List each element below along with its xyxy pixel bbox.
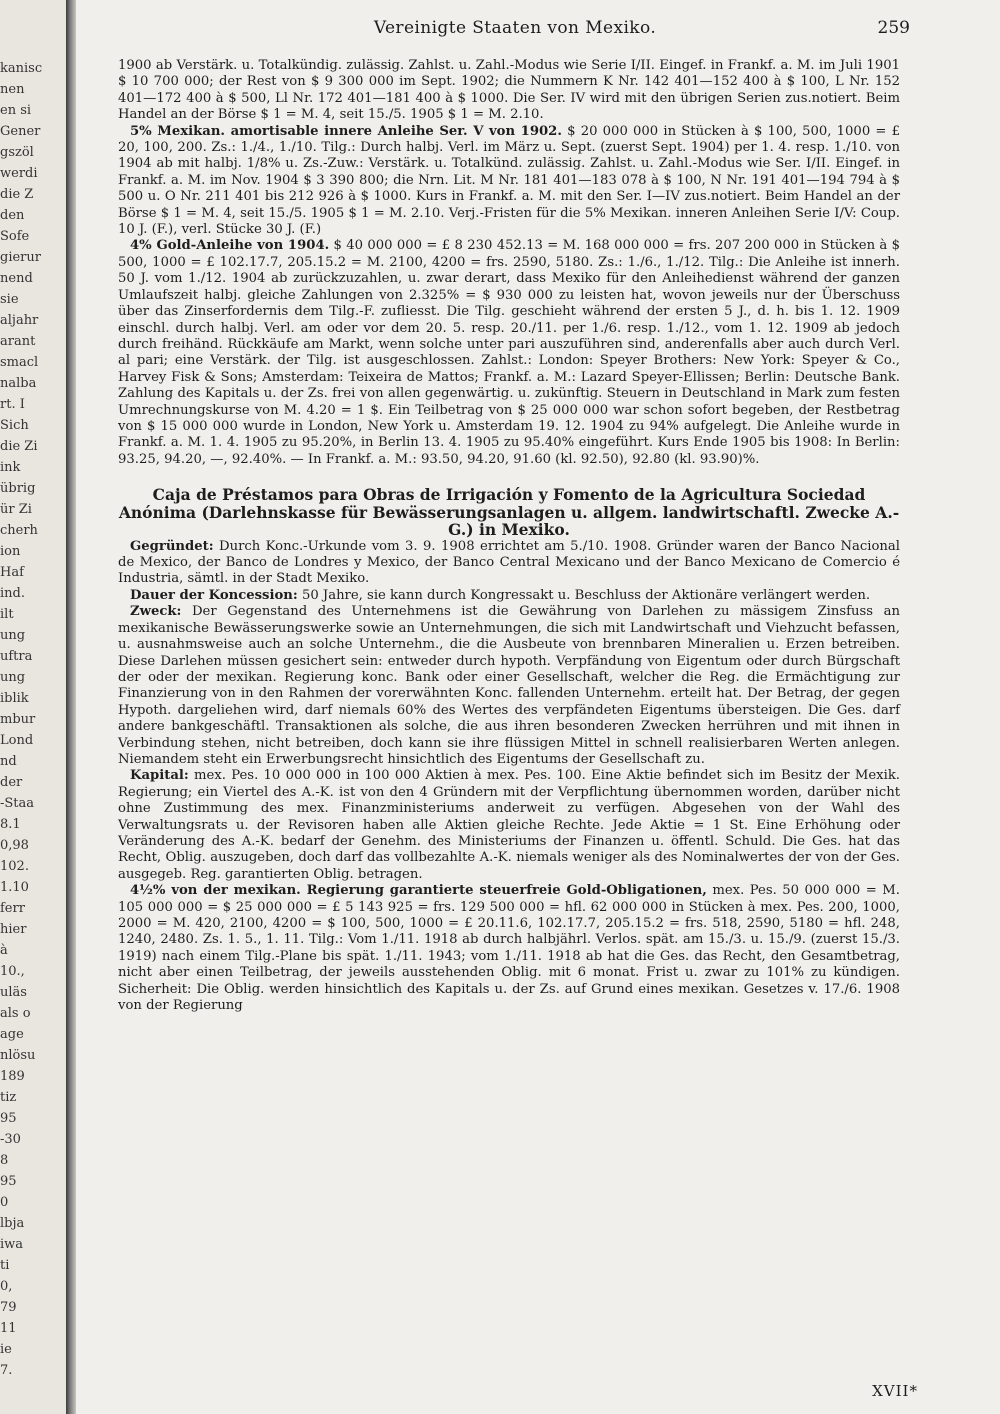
adjacent-page-fragment: Sich bbox=[0, 418, 29, 433]
section-entry bbox=[118, 604, 900, 768]
adjacent-page-fragment: iwa bbox=[0, 1237, 24, 1252]
adjacent-page-fragment: ti bbox=[0, 1258, 10, 1273]
adjacent-page-fragment: Lond bbox=[0, 733, 34, 748]
adjacent-page-fragment: nalba bbox=[0, 376, 37, 391]
adjacent-page-fragment: ie bbox=[0, 1342, 12, 1357]
paragraph: 1900 ab Verstärk. u. Totalkündig. zulässig. Zahlst. u. Zahl.-Modus wie Serie I/II. Eingef. in Frankf. a. M. im Juli 1901 $ 10 700 000; der Rest von $ 9 300 000 im Sept. 1902; die Nummern K Nr. 142 401—152 400 à $ 100, L Nr. 152 401—172 400 à $ 500, Ll Nr. 172 401—181 400 à $ 1000. Die Ser. IV wird mit den übrigen Serien zus.notiert. Beim Handel an der Börse $ 1 = M. 4, seit 15./5. 1905 $ 1 = M. 2.10. bbox=[118, 58, 900, 123]
section-heading: Kapital: bbox=[130, 768, 189, 784]
adjacent-page-fragment: ung bbox=[0, 628, 26, 643]
entry-text: $ 40 000 000 = £ 8 230 452.13 = M. 168 000 000 = frs. 207 200 000 in Stücken à $ 500, 1000 = £ 102.17.7, 205.15.2 = M. 2100, 4200 = frs. 2590, 5180. Zs.: 1./6., 1./12. Tilg.: Die Anleihe ist innerh. 50 J. vom 1./12. 1904 ab zurückzuzahlen, u. zwar derart, dass Mexiko für den Anleihedienst während der ganzen Umlaufszeit halbj. gleiche Zahlungen von 2.325% = $ 930 000 zu leisten hat, wovon jeweils nur der Überschuss über das Zinserfordernis dem Tilg.-F. zufliesst. Die Tilg. geschieht während der ersten 5 J., d. h. bis 1. 12. 1909 einschl. durch halbj. Verl. am oder vor dem 20. 5. resp. 20./11. per 1./6. resp. 1./12., vom 1. 12. 1909 ab jedoch durch freihänd. Rückkäufe am Markt, wenn solche unter pari auszuführen sind, anderenfalls aber auch durch Verl. al pari; eine Verstärk. der Tilg. ist ausgeschlossen. Zahlst.: London: Speyer Brothers: New York: Speyer & Co., Harvey Fisk & Sons; Amsterdam: Teixeira de Mattos; Frankf. a. M.: Lazard Speyer-Ellissen; Berlin: Deutsche Bank. Zahlung des Kapitals u. der Zs. frei von allen gegenwärtig. u. zukünftig. Steuern in Deutschland in Mark zum festen Umrechnungskurse von M. 4.20 = 1 $. Ein Teilbetrag von $ 25 000 000 war schon sofort begeben, der Restbetrag von $ 15 000 000 wurde in London, New York u. Amsterdam 19. 12. 1904 zu 94% aufgelegt. Die Anleihe wurde in Frankf. a. M. 1. 4. 1905 zu 95.20%, in Berlin 13. 4. 1905 zu 95.40% eingeführt. Kurs Ende 1905 bis 1908: In Berlin: 93.25, 94.20, —, 92.40%. — In Frankf. a. M.: 93.50, 94.20, 91.60 (kl. 92.50), 92.80 (kl. 93.90)%. bbox=[118, 238, 900, 467]
bond-heading: 4% Gold-Anleihe von 1904. bbox=[130, 238, 330, 254]
bond-heading: 4½% von der mexikan. Regierung garantierte steuerfreie Gold-Obligationen, bbox=[130, 883, 707, 899]
bond-heading: 5% Mexikan. amortisable innere Anleihe Ser. V von 1902. bbox=[130, 123, 562, 139]
adjacent-page-fragment: übrig bbox=[0, 481, 36, 496]
adjacent-page-fragment: 189 bbox=[0, 1069, 25, 1084]
section-entry bbox=[118, 588, 900, 604]
adjacent-page-fragment: age bbox=[0, 1027, 24, 1042]
entry-text: 50 Jahre, sie kann durch Kongressakt u. Beschluss der Aktionäre verlängert werden. bbox=[297, 587, 871, 603]
adjacent-page-fragment: sie bbox=[0, 292, 19, 307]
adjacent-page-fragment: gierur bbox=[0, 250, 41, 265]
adjacent-page-fragment: ink bbox=[0, 460, 21, 475]
adjacent-page-fragment: ilt bbox=[0, 607, 14, 622]
adjacent-page-fragment: 11 bbox=[0, 1321, 17, 1336]
adjacent-page-fragment: Gener bbox=[0, 124, 41, 139]
entry-text: mex. Pes. 50 000 000 = M. 105 000 000 = $ 25 000 000 = £ 5 143 925 = frs. 129 500 000 = hfl. 62 000 000 in Stücken à mex. Pes. 200, 1000, 2000 = M. 420, 2100, 4200 = $ 100, 500, 1000 = £ 20.11.6, 102.17.7, 205.15.2 = frs. 518, 2590, 5180 = hfl. 248, 1240, 2480. Zs. 1. 5., 1. 11. Tilg.: Vom 1./11. 1918 ab durch halbjährl. Verlos. spät. am 15./3. u. 15./9. (zuerst 15./3. 1919) nach einem Tilg.-Plane bis spät. 1./11. 1943; vom 1./11. 1918 ab hat die Ges. das Recht, den Gesamtbetrag, nicht aber einen Teilbetrag, der jeweils ausstehenden Oblig. mit 6 monat. Frist u. zwar zu 101% zu kündigen. Sicherheit: Die Oblig. werden hinsichtlich des Kapitals u. der Zs. auf Grund eines mexikan. Gesetzes v. 17./6. 1908 von der Regierung bbox=[118, 883, 900, 1014]
adjacent-page-fragment: der bbox=[0, 775, 23, 790]
adjacent-page-fragment: als o bbox=[0, 1006, 31, 1021]
adjacent-page-fragment: 0, bbox=[0, 1279, 13, 1294]
adjacent-page-fragment: uftra bbox=[0, 649, 33, 664]
adjacent-page-fragment: werdi bbox=[0, 166, 38, 181]
entry-text: Durch Konc.-Urkunde vom 3. 9. 1908 errichtet am 5./10. 1908. Gründer waren der Banco Nacional de Mexico, der Banco de Londres y Mexico, der Banco Central Mexicano und der Banco Mexicano de Comercio é Industria, sämtl. in der Stadt Mexiko. bbox=[118, 538, 900, 587]
adjacent-page-fragment: 0,98 bbox=[0, 838, 29, 853]
company-title: Caja de Préstamos para Obras de Irrigación y Fomento de la Agricultura Sociedad Anónima (Darlehnskasse für Bewässerungsanlagen u. allgem. landwirtschaftl. Zwecke A.-G.) in Mexiko. bbox=[118, 485, 900, 540]
adjacent-page-fragment: iblik bbox=[0, 691, 29, 706]
adjacent-page-fragment: 1.10 bbox=[0, 880, 29, 895]
section-heading: Gegründet: bbox=[130, 538, 214, 554]
bond-entry bbox=[118, 883, 900, 1014]
adjacent-page-fragment: kanisc bbox=[0, 61, 43, 76]
page-binding-shadow bbox=[66, 0, 76, 1414]
adjacent-page-fragment: die Zi bbox=[0, 439, 38, 454]
section-entry bbox=[118, 768, 900, 883]
adjacent-page-fragment: 10., bbox=[0, 964, 25, 979]
adjacent-page-fragment: die Z bbox=[0, 187, 34, 202]
adjacent-page-fragment: nen bbox=[0, 82, 25, 97]
entry-text: Der Gegenstand des Unternehmens ist die Gewährung von Darlehen zu mässigem Zinsfuss an mexikanische Bewässerungswerke sowie an Unternehmungen, die sich mit Landwirtschaft und Viehzucht befassen, u. ausnahmsweise auch an solche Unternehm., die die Ausbeute von brennbaren Mineralien u. Erzen betreiben. Diese Darlehen müssen gesichert sein: entweder durch hypoth. Verpfändung von Eigentum oder durch Bürgschaft der oder der mexikan. Regierung konc. Bank oder einer Gesellschaft, welcher die Reg. die Ermächtigung zur Finanzierung von in den Rahmen der vorerwähnten Konc. fallenden Unternehm. erteilt hat. Der Betrag, der gegen Hypoth. dargeliehen wird, darf niemals 60% des Wertes des verpfändeten Eigentums übersteigen. Die Ges. darf andere bankgeschäftl. Transaktionen als solche, die aus ihren besonderen Zwecken herrühren und mit ihnen in Verbindung stehen, nicht betreiben, doch kann sie ihre flüssigen Mittel in schnell realisierbaren Werten anlegen. Niemandem steht ein Erwerbungsrecht hinsichtlich des Eigentums der Gesellschaft zu. bbox=[118, 604, 900, 767]
adjacent-page-fragment: lbja bbox=[0, 1216, 25, 1231]
adjacent-page-fragment: 8.1 bbox=[0, 817, 21, 832]
adjacent-page-fragment: nd bbox=[0, 754, 17, 769]
adjacent-page-fragment: -30 bbox=[0, 1132, 21, 1147]
adjacent-page-fragment: nend bbox=[0, 271, 33, 286]
adjacent-page-fragment: tiz bbox=[0, 1090, 17, 1105]
adjacent-page-fragment: mbur bbox=[0, 712, 36, 727]
adjacent-page-fragment: -Staa bbox=[0, 796, 35, 811]
adjacent-page-fragment: ind. bbox=[0, 586, 25, 601]
adjacent-page-fragment: 102. bbox=[0, 859, 29, 874]
entry-text: $ 20 000 000 in Stücken à $ 100, 500, 1000 = £ 20, 100, 200. Zs.: 1./4., 1./10. Tilg.: Durch halbj. Verl. im März u. Sept. (zuerst Sept. 1904) per 1. 4. resp. 1./10. von 1904 ab mit halbj. 1/8% u. Zs.-Zuw.: Verstärk. u. Totalkünd. zulässig. Zahlst. u. Zahl.-Modus wie Ser. I/II. Eingef. in Frankf. a. M. im Nov. 1904 $ 3 390 800; die Nrn. Lit. M Nr. 181 401—183 078 à $ 100, N Nr. 191 401—194 794 à $ 500 u. O Nr. 211 401 bis 212 926 à $ 1000. Kurs in Frankf. a. M. mit den Ser. I—IV zus.notiert. Beim Handel an der Börse $ 1 = M. 4, seit 15./5. 1905 $ 1 = M. 2.10. Verj.-Fristen für die 5% Mexikan. inneren Anleihen Serie I/V: Coup. 10 J. (F.), verl. Stücke 30 J. (F.) bbox=[118, 123, 901, 238]
adjacent-page-fragment: ür Zi bbox=[0, 502, 32, 517]
adjacent-page-fragment: Sofe bbox=[0, 229, 30, 244]
adjacent-page-fragment: rt. I bbox=[0, 397, 25, 412]
adjacent-page-fragment: hier bbox=[0, 922, 27, 937]
entry-text: mex. Pes. 10 000 000 in 100 000 Aktien à mex. Pes. 100. Eine Aktie befindet sich im Besitz der Mexik. Regierung; ein Viertel des A.-K. ist von den 4 Gründern mit der Verpflichtung übernommen worden, darüber nicht ohne Zustimmung des mex. Finanzministeriums anderweit zu verfügen. Abgesehen von der Wahl des Verwaltungsrats u. der Revisoren haben alle Aktien gleiche Rechte. Jede Aktie = 1 St. Eine Erhöhung oder Veränderung des A.-K. bedarf der Genehm. des Ministeriums der Finanzen u. öffentl. Schuld. Die Ges. hat das Recht, Oblig. auszugeben, doch darf das vollbezahlte A.-K. niemals weniger als des Nominalwertes der von der Ges. ausgegeb. Reg. garantierten Oblig. betragen. bbox=[118, 768, 900, 882]
adjacent-page-fragment: uläs bbox=[0, 985, 27, 1000]
adjacent-page-fragment: 7. bbox=[0, 1363, 13, 1378]
adjacent-page-fragment: smacl bbox=[0, 355, 39, 370]
page-body bbox=[118, 58, 900, 1014]
bond-entry bbox=[118, 124, 900, 239]
adjacent-page-fragment: cherh bbox=[0, 523, 38, 538]
adjacent-page-fragment: à bbox=[0, 943, 8, 958]
running-head: Vereinigte Staaten von Mexiko. bbox=[373, 18, 657, 38]
adjacent-page-fragment: ung bbox=[0, 670, 26, 685]
section-heading: Dauer der Koncession: bbox=[130, 587, 298, 603]
adjacent-page-fragment: nlösu bbox=[0, 1048, 36, 1063]
page-number: 259 bbox=[877, 18, 910, 38]
adjacent-page-fragment: Haf bbox=[0, 565, 24, 580]
signature-mark: XVII* bbox=[872, 1382, 918, 1400]
adjacent-page-fragment: den bbox=[0, 208, 25, 223]
adjacent-page-fragment: aljahr bbox=[0, 313, 39, 328]
adjacent-page-fragment: gszöl bbox=[0, 145, 34, 160]
adjacent-page-fragment: ferr bbox=[0, 901, 25, 916]
adjacent-page-fragment: 0 bbox=[0, 1195, 9, 1210]
adjacent-page-fragment: 8 bbox=[0, 1153, 9, 1168]
adjacent-page-fragment: 95 bbox=[0, 1174, 17, 1189]
section-gap bbox=[118, 468, 900, 482]
adjacent-page-fragment: 95 bbox=[0, 1111, 17, 1126]
adjacent-page-edge bbox=[0, 0, 70, 1414]
adjacent-page-fragment: en si bbox=[0, 103, 32, 118]
adjacent-page-fragment: arant bbox=[0, 334, 36, 349]
section-heading: Zweck: bbox=[130, 604, 182, 620]
adjacent-page-fragment: ion bbox=[0, 544, 21, 559]
bond-entry bbox=[118, 238, 900, 468]
page-header bbox=[120, 18, 910, 42]
adjacent-page-fragment: 79 bbox=[0, 1300, 17, 1315]
section-entry bbox=[118, 539, 900, 588]
